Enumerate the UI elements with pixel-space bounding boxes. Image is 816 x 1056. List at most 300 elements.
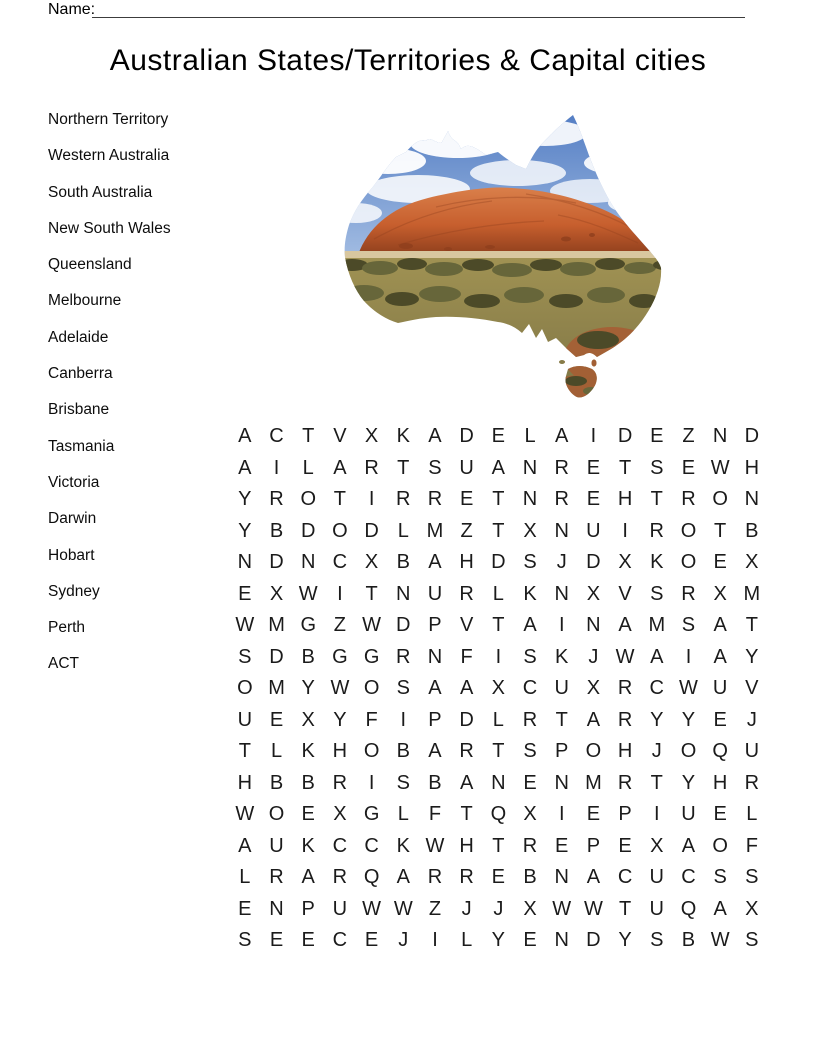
grid-letter: T bbox=[650, 488, 663, 511]
grid-letter: Z bbox=[460, 519, 473, 542]
grid-letter: X bbox=[364, 551, 379, 574]
grid-letter: P bbox=[618, 803, 632, 826]
grid-letter: D bbox=[269, 551, 284, 574]
grid-letter: W bbox=[393, 897, 413, 920]
grid-letter: V bbox=[333, 425, 347, 448]
grid-letter: A bbox=[428, 551, 442, 574]
grid-letter: A bbox=[428, 677, 442, 700]
word-list-item: Perth bbox=[48, 619, 86, 637]
grid-letter: T bbox=[492, 740, 505, 763]
grid-letter: N bbox=[522, 488, 538, 511]
grid-letter: W bbox=[362, 897, 382, 920]
grid-letter: H bbox=[712, 771, 728, 794]
grid-letter: H bbox=[744, 456, 760, 479]
grid-letter: A bbox=[459, 771, 474, 794]
grid-letter: A bbox=[491, 456, 506, 479]
grid-letter: W bbox=[330, 677, 350, 700]
grid-letter: U bbox=[459, 456, 474, 479]
grid-letter: E bbox=[269, 929, 284, 952]
grid-letter: M bbox=[585, 771, 602, 794]
grid-letter: Z bbox=[333, 614, 347, 637]
grid-letter: I bbox=[622, 519, 628, 542]
grid-letter: C bbox=[522, 677, 538, 700]
grid-letter: A bbox=[428, 740, 442, 763]
grid-letter: H bbox=[459, 551, 474, 574]
grid-letter: K bbox=[396, 425, 410, 448]
grid-letter: W bbox=[615, 645, 635, 668]
grid-letter: R bbox=[269, 488, 284, 511]
grid-letter: E bbox=[618, 834, 632, 857]
grid-letter: P bbox=[586, 834, 601, 857]
grid-letter: X bbox=[523, 803, 537, 826]
grid-letter: L bbox=[270, 740, 283, 763]
grid-letter: K bbox=[396, 834, 410, 857]
grid-letter: I bbox=[337, 582, 343, 605]
grid-letter: L bbox=[239, 866, 251, 889]
grid-letter: R bbox=[522, 834, 538, 857]
grid-letter: S bbox=[428, 456, 442, 479]
word-list-item: Tasmania bbox=[48, 437, 115, 455]
grid-letter: G bbox=[363, 645, 380, 668]
grid-letter: D bbox=[491, 551, 506, 574]
grid-letter: D bbox=[300, 519, 316, 542]
grid-letter: U bbox=[649, 866, 664, 889]
grid-letter: L bbox=[524, 425, 536, 448]
word-list-item: Queensland bbox=[48, 256, 132, 274]
grid-letter: W bbox=[235, 614, 255, 637]
grid-letter: J bbox=[398, 929, 409, 952]
grid-letter: S bbox=[238, 929, 252, 952]
grid-letter: Y bbox=[238, 488, 252, 511]
page-title: Australian States/Territories & Capital cities bbox=[109, 44, 707, 77]
grid-letter: D bbox=[396, 614, 411, 637]
grid-letter: S bbox=[523, 551, 537, 574]
grid-letter: X bbox=[650, 834, 664, 857]
grid-letter: B bbox=[301, 645, 315, 668]
grid-letter: R bbox=[617, 708, 633, 731]
grid-letter: R bbox=[396, 645, 411, 668]
grid-letter: S bbox=[238, 645, 252, 668]
grid-letter: T bbox=[714, 519, 727, 542]
word-list bbox=[48, 102, 171, 683]
grid-letter: Y bbox=[745, 645, 759, 668]
grid-letter: B bbox=[523, 866, 537, 889]
word-list-item: Sydney bbox=[48, 582, 100, 600]
grid-letter: I bbox=[654, 803, 660, 826]
grid-letter: N bbox=[554, 771, 569, 794]
grid-letter: A bbox=[301, 866, 315, 889]
grid-letter: T bbox=[492, 614, 505, 637]
grid-letter: E bbox=[713, 708, 727, 731]
grid-letter: W bbox=[710, 929, 730, 952]
grid-letter: C bbox=[269, 425, 284, 448]
grid-letter: E bbox=[364, 929, 379, 952]
grid-letter: V bbox=[459, 614, 474, 637]
grid-letter: F bbox=[745, 834, 758, 857]
grid-letter: I bbox=[432, 929, 438, 952]
grid-letter: U bbox=[649, 897, 664, 920]
word-list-item: Brisbane bbox=[48, 401, 110, 419]
grid-letter: X bbox=[301, 708, 315, 731]
grid-letter: U bbox=[269, 834, 284, 857]
name-blank-line bbox=[92, 0, 745, 18]
grid-letter: H bbox=[617, 488, 633, 511]
grid-letter: E bbox=[555, 834, 569, 857]
grid-letter: H bbox=[459, 834, 474, 857]
grid-letter: B bbox=[681, 929, 696, 952]
grid-letter: P bbox=[555, 740, 569, 763]
grid-letter: W bbox=[298, 582, 318, 605]
grid-letter: D bbox=[586, 929, 601, 952]
grid-letter: R bbox=[617, 771, 633, 794]
word-list-item: Western Australia bbox=[48, 147, 170, 165]
grid-letter: A bbox=[238, 834, 252, 857]
grid-letter: E bbox=[301, 929, 315, 952]
grid-letter: Y bbox=[618, 929, 632, 952]
grid-letter: U bbox=[744, 740, 760, 763]
grid-letter: X bbox=[745, 897, 759, 920]
grid-letter: A bbox=[713, 897, 727, 920]
grid-letter: C bbox=[681, 866, 696, 889]
grid-letter: C bbox=[617, 866, 633, 889]
word-list-item: South Australia bbox=[48, 183, 153, 201]
grid-letter: E bbox=[459, 488, 474, 511]
grid-letter: U bbox=[332, 897, 348, 920]
grid-letter: E bbox=[681, 456, 696, 479]
grid-letter: R bbox=[617, 677, 633, 700]
grid-letter: R bbox=[554, 456, 569, 479]
grid-letter: S bbox=[396, 771, 410, 794]
grid-letter: R bbox=[396, 488, 411, 511]
grid-letter: L bbox=[492, 582, 504, 605]
grid-letter: E bbox=[650, 425, 664, 448]
grid-letter: C bbox=[364, 834, 379, 857]
grid-letter: E bbox=[269, 708, 284, 731]
grid-letter: M bbox=[426, 519, 444, 542]
grid-letter: I bbox=[273, 456, 280, 479]
grid-letter: R bbox=[332, 866, 348, 889]
grid-letter: J bbox=[588, 645, 599, 668]
grid-letter: Y bbox=[301, 677, 315, 700]
grid-letter: L bbox=[397, 519, 409, 542]
grid-letter: Y bbox=[238, 519, 252, 542]
grid-letter: A bbox=[396, 866, 410, 889]
grid-letter: O bbox=[712, 488, 728, 511]
grid-letter: O bbox=[680, 519, 697, 542]
grid-letter: I bbox=[558, 614, 565, 637]
grid-letter: H bbox=[617, 740, 633, 763]
grid-letter: A bbox=[333, 456, 347, 479]
grid-letter: D bbox=[617, 425, 633, 448]
grid-letter: E bbox=[301, 803, 315, 826]
grid-letter: K bbox=[523, 582, 537, 605]
grid-letter: C bbox=[332, 834, 348, 857]
grid-letter: U bbox=[712, 677, 728, 700]
grid-letter: G bbox=[363, 803, 380, 826]
grid-letter: W bbox=[583, 897, 603, 920]
grid-letter: E bbox=[491, 425, 506, 448]
australia-map-image bbox=[340, 105, 670, 405]
grid-letter: I bbox=[558, 803, 565, 826]
grid-letter: R bbox=[332, 771, 348, 794]
grid-letter: S bbox=[650, 582, 664, 605]
grid-letter: J bbox=[746, 708, 757, 731]
grid-letter: Y bbox=[650, 708, 664, 731]
grid-letter: J bbox=[556, 551, 567, 574]
grid-letter: S bbox=[745, 929, 759, 952]
word-list-item: Canberra bbox=[48, 365, 113, 383]
grid-letter: S bbox=[681, 614, 696, 637]
grid-letter: M bbox=[268, 614, 285, 637]
grid-letter: T bbox=[365, 582, 378, 605]
grid-letter: N bbox=[237, 551, 253, 574]
grid-letter: A bbox=[586, 866, 601, 889]
grid-letter: K bbox=[650, 551, 664, 574]
grid-letter: B bbox=[745, 519, 759, 542]
grid-letter: R bbox=[744, 771, 760, 794]
grid-letter: E bbox=[713, 551, 727, 574]
grid-letter: O bbox=[363, 740, 380, 763]
grid-letter: P bbox=[301, 897, 315, 920]
grid-letter: G bbox=[300, 614, 316, 637]
grid-letter: B bbox=[428, 771, 442, 794]
grid-letter: I bbox=[400, 708, 407, 731]
grid-letter: O bbox=[585, 740, 602, 763]
grid-letter: X bbox=[618, 551, 632, 574]
grid-letter: Q bbox=[363, 866, 380, 889]
grid-letter: A bbox=[586, 708, 601, 731]
word-list-item: Victoria bbox=[48, 473, 100, 491]
grid-letter: Q bbox=[680, 897, 697, 920]
grid-letter: T bbox=[238, 740, 251, 763]
grid-letter: D bbox=[364, 519, 379, 542]
grid-letter: L bbox=[492, 708, 504, 731]
grid-letter: N bbox=[712, 425, 728, 448]
grid-letter: F bbox=[460, 645, 473, 668]
grid-letter: W bbox=[235, 803, 255, 826]
grid-letter: I bbox=[368, 488, 375, 511]
grid-letter: X bbox=[269, 582, 284, 605]
grid-letter: N bbox=[744, 488, 760, 511]
grid-letter: R bbox=[522, 708, 538, 731]
grid-letter: J bbox=[651, 740, 662, 763]
grid-letter: N bbox=[427, 645, 443, 668]
grid-letter: I bbox=[590, 425, 597, 448]
grid-letter: T bbox=[618, 456, 632, 479]
grid-letter: O bbox=[680, 551, 697, 574]
grid-letter: J bbox=[493, 897, 504, 920]
grid-letter: D bbox=[459, 425, 474, 448]
grid-letter: V bbox=[745, 677, 759, 700]
grid-letter: K bbox=[555, 645, 569, 668]
grid-letter: O bbox=[680, 740, 697, 763]
grid-letter: M bbox=[648, 614, 666, 637]
grid-letter: Z bbox=[682, 425, 695, 448]
grid-letter: E bbox=[238, 897, 252, 920]
grid-letter: C bbox=[649, 677, 664, 700]
grid-letter: A bbox=[523, 614, 537, 637]
grid-letter: S bbox=[650, 929, 664, 952]
grid-letter: E bbox=[586, 456, 601, 479]
grid-letter: R bbox=[427, 866, 443, 889]
grid-letter: C bbox=[332, 929, 348, 952]
grid-letter: R bbox=[681, 582, 696, 605]
grid-letter: E bbox=[238, 582, 252, 605]
grid-letter: R bbox=[459, 740, 474, 763]
grid-letter: E bbox=[523, 929, 537, 952]
grid-letter: P bbox=[428, 614, 442, 637]
word-list-item: Melbourne bbox=[48, 292, 122, 310]
grid-letter: A bbox=[459, 677, 474, 700]
grid-letter: X bbox=[586, 582, 601, 605]
grid-letter: L bbox=[746, 803, 758, 826]
grid-letter: N bbox=[300, 551, 316, 574]
grid-letter: M bbox=[743, 582, 761, 605]
grid-letter: X bbox=[333, 803, 347, 826]
grid-letter: N bbox=[554, 519, 569, 542]
grid-letter: U bbox=[427, 582, 443, 605]
grid-letter: S bbox=[523, 740, 537, 763]
grid-letter: W bbox=[425, 834, 445, 857]
grid-letter: N bbox=[269, 897, 284, 920]
grid-letter: T bbox=[745, 614, 758, 637]
grid-letter: D bbox=[744, 425, 760, 448]
grid-letter: D bbox=[459, 708, 474, 731]
grid-letter: U bbox=[681, 803, 696, 826]
grid-letter: O bbox=[363, 677, 380, 700]
grid-letter: R bbox=[649, 519, 664, 542]
grid-letter: D bbox=[269, 645, 284, 668]
grid-letter: X bbox=[523, 897, 537, 920]
grid-letter: E bbox=[713, 803, 727, 826]
grid-letter: R bbox=[459, 582, 474, 605]
grid-letter: B bbox=[396, 551, 410, 574]
word-list-item: New South Wales bbox=[48, 219, 171, 237]
grid-letter: B bbox=[269, 771, 284, 794]
grid-letter: K bbox=[301, 740, 315, 763]
word-list-item: ACT bbox=[48, 655, 79, 673]
grid-letter: R bbox=[681, 488, 696, 511]
grid-letter: S bbox=[713, 866, 727, 889]
grid-letter: E bbox=[523, 771, 537, 794]
grid-letter: A bbox=[428, 425, 442, 448]
name-label: Name: bbox=[48, 1, 96, 18]
grid-letter: U bbox=[554, 677, 569, 700]
grid-letter: O bbox=[237, 677, 253, 700]
grid-letter: W bbox=[362, 614, 382, 637]
grid-letter: A bbox=[618, 614, 632, 637]
grid-letter: T bbox=[460, 803, 473, 826]
grid-letter: S bbox=[745, 866, 759, 889]
grid-letter: X bbox=[364, 425, 379, 448]
grid-letter: T bbox=[492, 834, 505, 857]
grid-letter: B bbox=[301, 771, 315, 794]
grid-letter: R bbox=[364, 456, 379, 479]
grid-letter: O bbox=[332, 519, 348, 542]
grid-letter: R bbox=[427, 488, 443, 511]
grid-letter: N bbox=[554, 929, 569, 952]
grid-letter: A bbox=[238, 425, 252, 448]
grid-letter: Y bbox=[491, 929, 506, 952]
grid-letter: N bbox=[554, 582, 569, 605]
grid-letter: A bbox=[650, 645, 664, 668]
grid-letter: T bbox=[492, 488, 505, 511]
grid-letter: X bbox=[745, 551, 759, 574]
grid-letter: Y bbox=[333, 708, 347, 731]
grid-letter: R bbox=[554, 488, 569, 511]
grid-letter: N bbox=[554, 866, 569, 889]
grid-letter: A bbox=[238, 456, 252, 479]
grid-letter: M bbox=[268, 677, 285, 700]
grid-letter: X bbox=[586, 677, 601, 700]
grid-letter: O bbox=[300, 488, 316, 511]
grid-letter: S bbox=[650, 456, 664, 479]
grid-letter: L bbox=[397, 803, 409, 826]
grid-letter: V bbox=[618, 582, 632, 605]
grid-letter: T bbox=[302, 425, 315, 448]
grid-letter: L bbox=[461, 929, 473, 952]
grid-letter: C bbox=[332, 551, 348, 574]
grid-letter: Z bbox=[428, 897, 442, 920]
grid-letter: B bbox=[269, 519, 284, 542]
grid-letter: J bbox=[461, 897, 472, 920]
grid-letter: T bbox=[397, 456, 410, 479]
grid-letter: O bbox=[712, 834, 728, 857]
grid-letter: N bbox=[491, 771, 506, 794]
word-search-grid bbox=[229, 421, 768, 957]
grid-letter: B bbox=[396, 740, 410, 763]
grid-letter: E bbox=[586, 803, 601, 826]
grid-letter: N bbox=[396, 582, 411, 605]
grid-letter: A bbox=[681, 834, 696, 857]
grid-letter: U bbox=[237, 708, 253, 731]
grid-letter: R bbox=[459, 866, 474, 889]
grid-letter: K bbox=[301, 834, 315, 857]
grid-letter: A bbox=[555, 425, 569, 448]
word-list-item: Adelaide bbox=[48, 328, 109, 346]
grid-letter: O bbox=[268, 803, 285, 826]
word-list-item: Darwin bbox=[48, 510, 97, 528]
grid-letter: L bbox=[302, 456, 314, 479]
grid-letter: F bbox=[428, 803, 442, 826]
grid-letter: W bbox=[710, 456, 730, 479]
grid-letter: H bbox=[237, 771, 253, 794]
grid-letter: A bbox=[713, 645, 727, 668]
grid-letter: W bbox=[679, 677, 698, 700]
grid-letter: X bbox=[523, 519, 537, 542]
grid-letter: D bbox=[586, 551, 601, 574]
grid-letter: H bbox=[332, 740, 348, 763]
grid-letter: I bbox=[685, 645, 692, 668]
grid-letter: T bbox=[555, 708, 568, 731]
grid-letter: Q bbox=[712, 740, 728, 763]
grid-letter: I bbox=[495, 645, 502, 668]
grid-letter: S bbox=[523, 645, 537, 668]
grid-letter: T bbox=[333, 488, 347, 511]
grid-letter: G bbox=[332, 645, 348, 668]
grid-letter: Y bbox=[681, 771, 696, 794]
grid-letter: A bbox=[713, 614, 727, 637]
word-list-item: Hobart bbox=[48, 546, 95, 564]
grid-letter: T bbox=[492, 519, 505, 542]
grid-letter: T bbox=[618, 897, 632, 920]
grid-letter: Q bbox=[490, 803, 507, 826]
grid-letter: T bbox=[650, 771, 663, 794]
grid-letter: R bbox=[269, 866, 284, 889]
grid-letter: X bbox=[713, 582, 727, 605]
grid-letter: U bbox=[586, 519, 601, 542]
grid-letter: N bbox=[586, 614, 601, 637]
